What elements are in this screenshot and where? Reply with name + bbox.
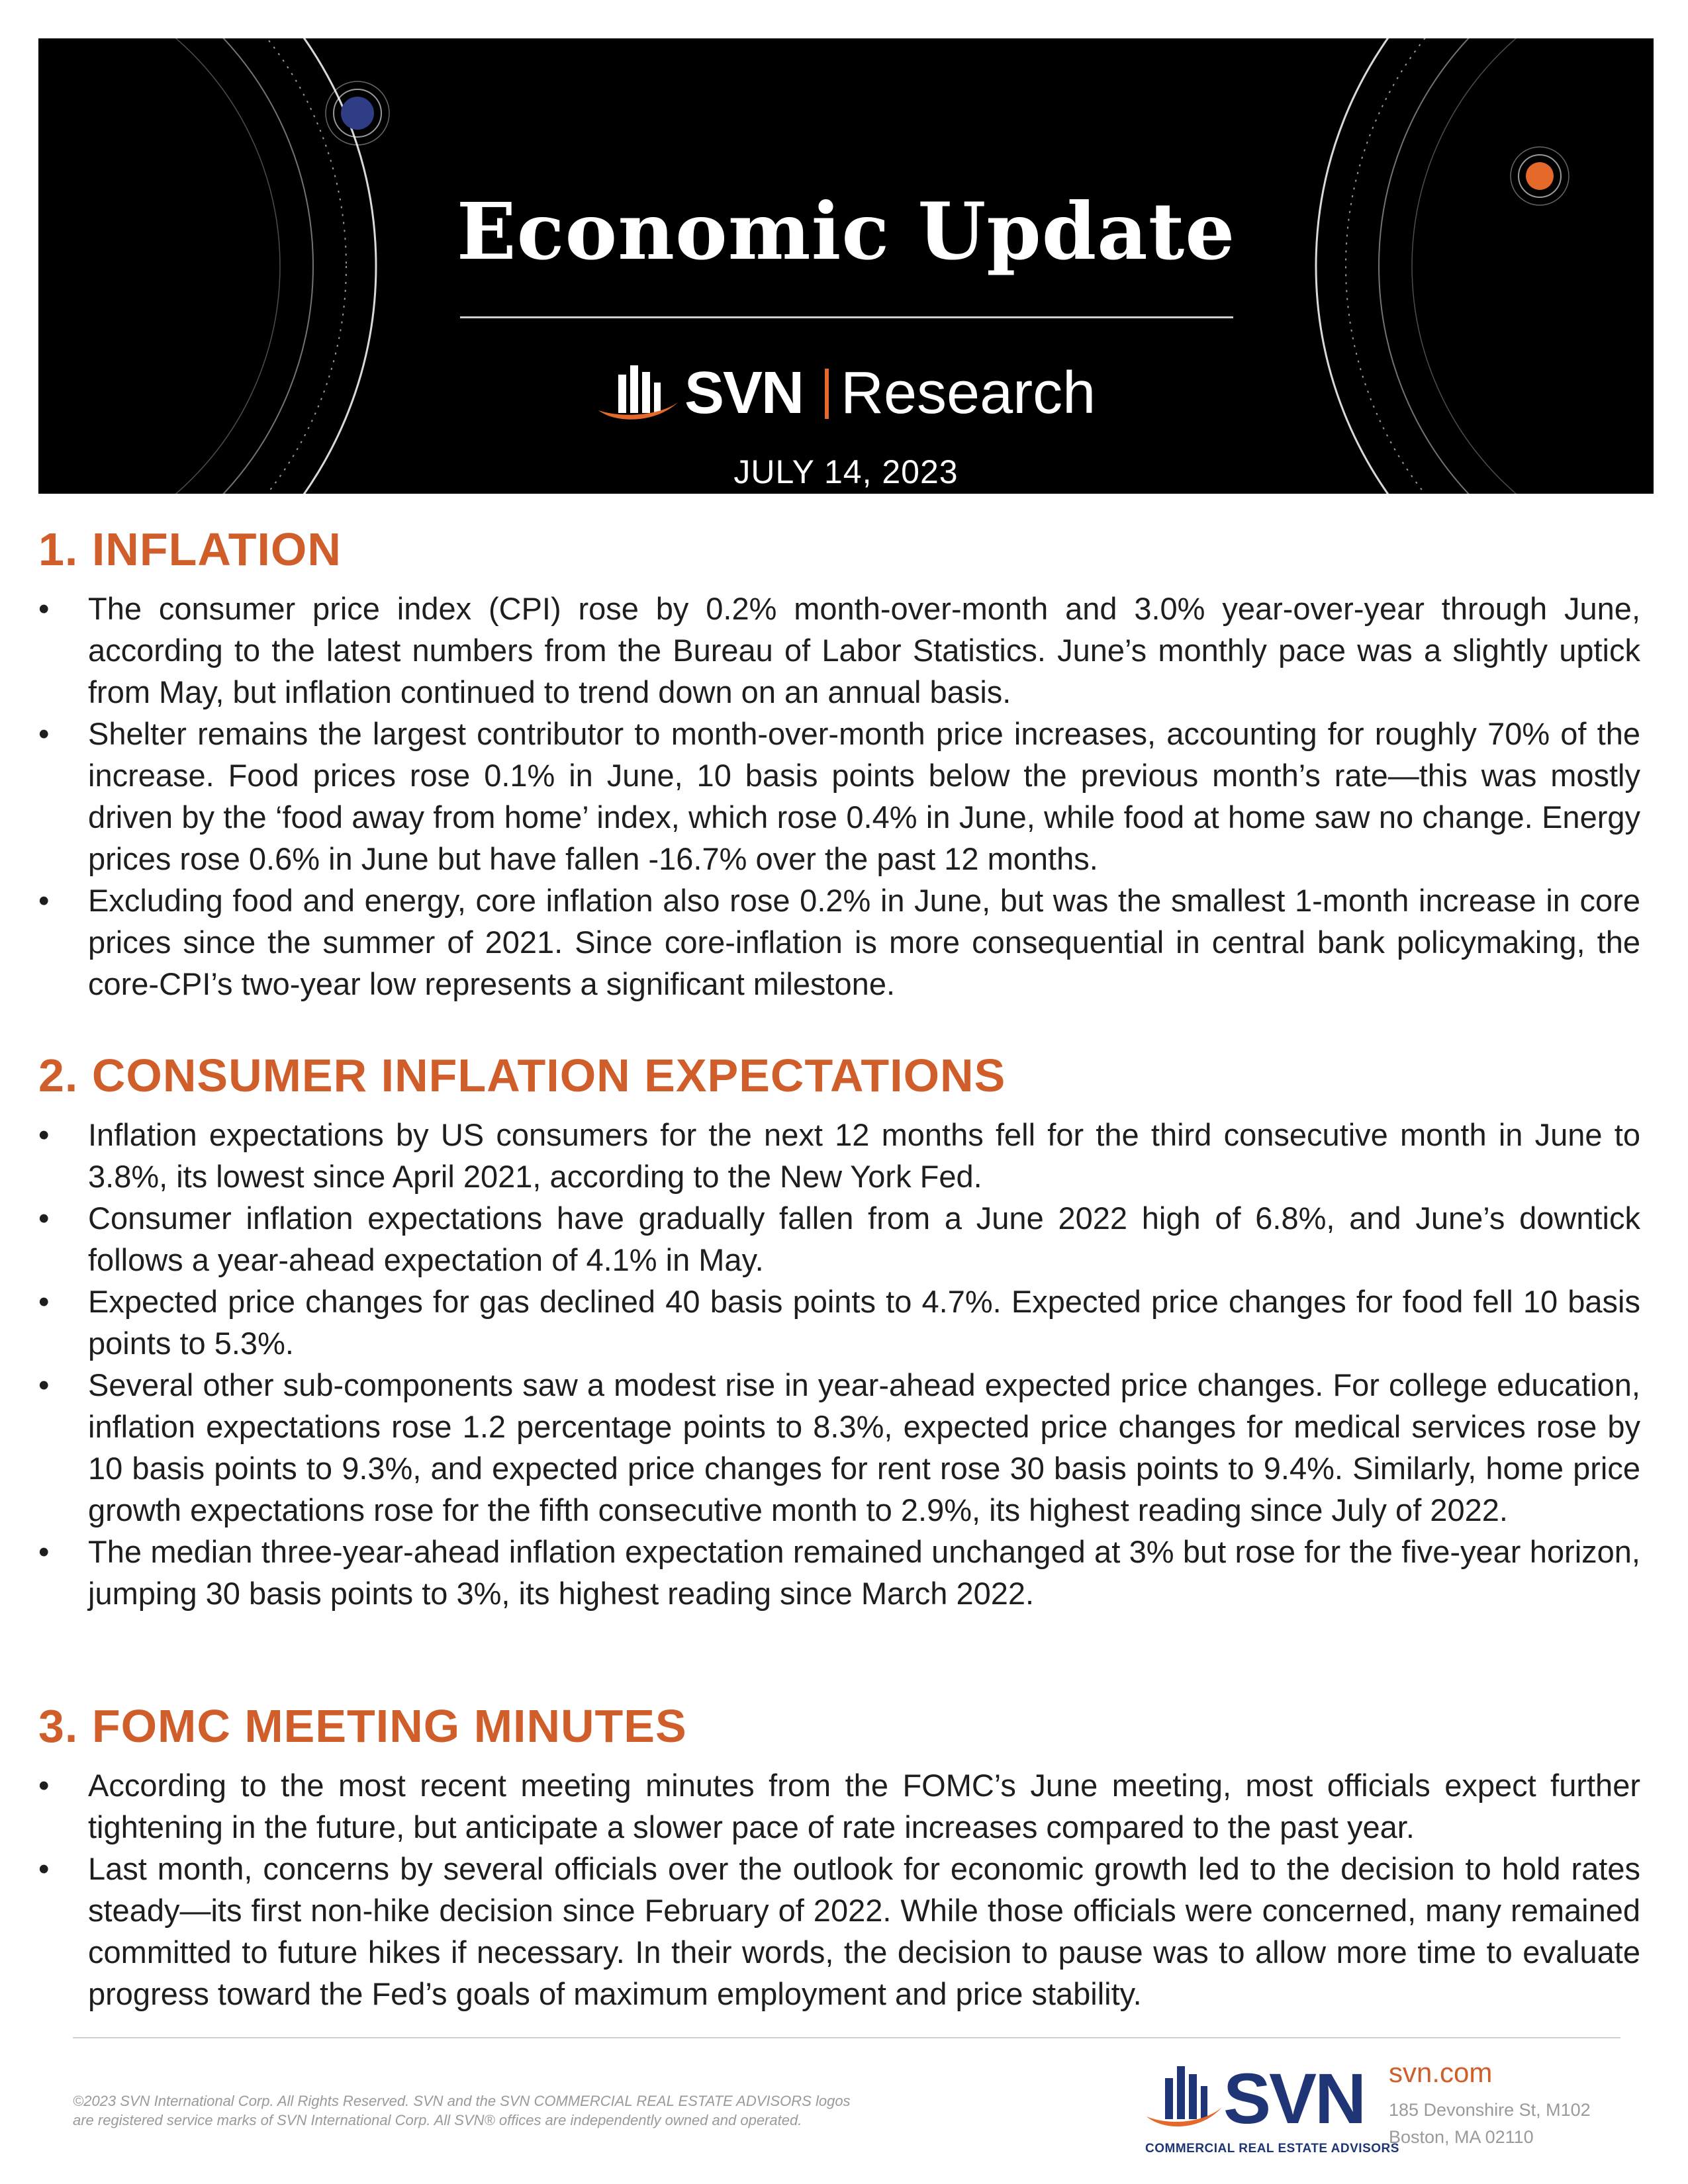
footer-logo-text: SVN xyxy=(1223,2058,1365,2138)
bullet-icon: • xyxy=(38,716,50,751)
address-line: 185 Devonshire St, M102 xyxy=(1389,2100,1591,2120)
list-item xyxy=(38,1281,1640,1364)
bullet-icon: • xyxy=(38,1768,50,1803)
svn-building-mark-icon xyxy=(596,363,679,422)
page-title: Economic Update xyxy=(456,185,1236,277)
bullet-icon: • xyxy=(38,1367,50,1402)
svn-building-mark-icon xyxy=(1145,2064,1223,2130)
bullet-text: Several other sub-components saw a modest rise in year-ahead expected price changes. For college education, inflation expectations rose 1.2 percentage points to 8.3%, expected price changes for medical services rose by 10 basis points to 9.3%, and expected price changes for rent rose 30 basis points to 9.4%. Similarly, home price growth expectations rose for the fifth consecutive month to 2.9%, its highest reading since July of 2022. xyxy=(88,1367,1640,1527)
section-heading: 1. INFLATION xyxy=(38,523,342,575)
bullet-icon: • xyxy=(38,591,50,626)
list-item xyxy=(38,588,1640,713)
bullet-icon: • xyxy=(38,1117,50,1152)
office-address xyxy=(1389,2097,1591,2151)
legal-notice xyxy=(73,2091,933,2130)
bullet-text: According to the most recent meeting minutes from the FOMC’s June meeting, most officials expect further tightening in the future, but anticipate a slower pace of rate increases compared to the past year. xyxy=(88,1768,1640,1844)
list-item xyxy=(38,1114,1640,1197)
section-heading: 2. CONSUMER INFLATION EXPECTATIONS xyxy=(38,1050,1006,1101)
bullet-list xyxy=(38,1114,1640,1614)
list-item xyxy=(38,1197,1640,1281)
bullet-icon: • xyxy=(38,883,50,918)
footer-divider xyxy=(73,2037,1620,2038)
bullet-text: Consumer inflation expectations have gradually fallen from a June 2022 high of 6.8%, and June’s downtick follows a year-ahead expectation of 4.1% in May. xyxy=(88,1201,1640,1277)
section-heading: 3. FOMC MEETING MINUTES xyxy=(38,1700,687,1752)
website-link[interactable]: svn.com xyxy=(1389,2057,1493,2088)
navy-planet-icon xyxy=(326,81,389,145)
bullet-list xyxy=(38,1764,1640,2015)
list-item xyxy=(38,880,1640,1005)
bullet-text: Expected price changes for gas declined 40 basis points to 4.7%. Expected price changes for food fell 10 basis points to 5.3%. xyxy=(88,1284,1640,1361)
header-banner xyxy=(38,38,1654,494)
legal-line: are registered service marks of SVN International Corp. All SVN® offices are independently owned and operated. xyxy=(73,2112,802,2128)
footer-logo-tagline: COMMERCIAL REAL ESTATE ADVISORS xyxy=(1145,2142,1399,2156)
brand-name: SVN xyxy=(684,360,804,426)
address-line: Boston, MA 02110 xyxy=(1389,2127,1534,2147)
legal-line: ©2023 SVN International Corp. All Rights Reserved. SVN and the SVN COMMERCIAL REAL ESTATE ADVISORS logos xyxy=(73,2093,851,2109)
list-item xyxy=(38,1364,1640,1531)
section-fomc-meeting-minutes xyxy=(38,1700,1640,2015)
bullet-text: The consumer price index (CPI) rose by 0.2% month-over-month and 3.0% year-over-year through June, according to the latest numbers from the Bureau of Labor Statistics. June’s monthly pace was a slightly uptick from May, but inflation continued to trend down on an annual basis. xyxy=(88,591,1640,709)
list-item xyxy=(38,1764,1640,1848)
bullet-text: Shelter remains the largest contributor to month-over-month price increases, accounting for roughly 70% of the increase. Food prices rose 0.1% in June, 10 basis points below the previous month’s rate—this was mostly driven by the ‘food away from home’ index, which rose 0.4% in June, while food at home saw no change. Energy prices rose 0.6% in June but have fallen -16.7% over the past 12 months. xyxy=(88,716,1640,876)
bullet-icon: • xyxy=(38,1201,50,1236)
bullet-text: The median three-year-ahead inflation expectation remained unchanged at 3% but rose for the five-year horizon, jumping 30 basis points to 3%, its highest reading since March 2022. xyxy=(88,1534,1640,1611)
brand-separator xyxy=(825,369,829,419)
section-consumer-inflation-expectations xyxy=(38,1049,1640,1614)
bullet-list xyxy=(38,588,1640,1005)
svn-research-logo xyxy=(596,359,1125,426)
list-item xyxy=(38,1848,1640,2015)
bullet-icon: • xyxy=(38,1534,50,1569)
bullet-text: Inflation expectations by US consumers for the next 12 months fell for the third consecutive month in June to 3.8%, its lowest since April 2021, according to the New York Fed. xyxy=(88,1117,1640,1194)
bullet-text: Excluding food and energy, core inflation also rose 0.2% in June, but was the smallest 1-month increase in core prices since the summer of 2021. Since core-inflation is more consequential in central bank policymaking, the core-CPI’s two-year low represents a significant milestone. xyxy=(88,883,1640,1001)
bullet-icon: • xyxy=(38,1284,50,1319)
svn-footer-logo xyxy=(1145,2057,1399,2169)
bullet-icon: • xyxy=(38,1851,50,1886)
list-item xyxy=(38,1531,1640,1614)
title-divider xyxy=(460,316,1233,318)
publish-date: JULY 14, 2023 xyxy=(733,453,959,490)
brand-division: Research xyxy=(841,360,1096,426)
bullet-text: Last month, concerns by several officials over the outlook for economic growth led to the decision to hold rates steady—its first non-hike decision since February of 2022. While those officials were concerned, many remained committed to future hikes if necessary. In their words, the decision to pause was to allow more time to evaluate progress toward the Fed’s goals of maximum employment and price stability. xyxy=(88,1851,1640,2011)
list-item xyxy=(38,713,1640,880)
section-inflation xyxy=(38,523,1640,1005)
